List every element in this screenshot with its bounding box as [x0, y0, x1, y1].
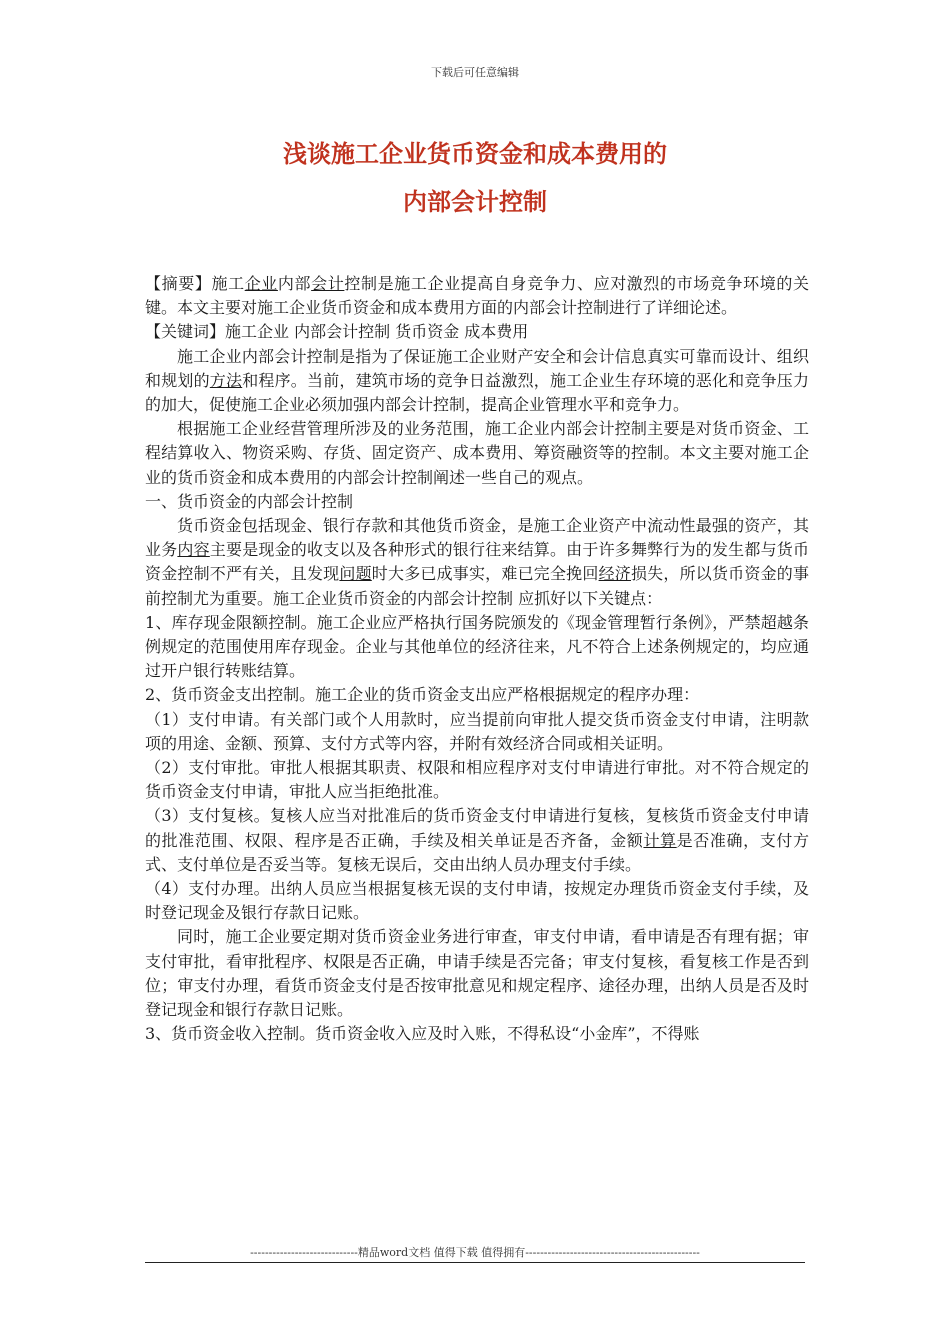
- abstract-label: 【摘要】: [145, 274, 212, 293]
- document-body: [145, 272, 809, 1047]
- sub-item-4: （4）支付办理。出纳人员应当根据复核无误的支付申请，按规定办理货币资金支付手续，及时登记现金及银行存款日记账。: [145, 879, 809, 923]
- section1-text: 损失，所以货币资金的事前控制尤为重要。施工企业货币资金的内部会计控制 应抓好以下关键点：: [145, 564, 809, 608]
- link-calculation[interactable]: 计算: [643, 830, 677, 850]
- link-enterprise[interactable]: 企业: [244, 274, 278, 293]
- abstract-text: 内部: [277, 274, 312, 293]
- sub-item-1: （1）支付申请。有关部门或个人用款时，应当提前向审批人提交货币资金支付申请，注明款项的用途、金额、预算、支付方式等内容，并附有效经济合同或相关证明。: [145, 709, 809, 753]
- footer-text: -----------------------------精品word文档 值得下载 值得拥有-----------------------------------------------: [250, 1246, 700, 1259]
- section1-text: 货币资金包括现金、银行存款和其他货币资金，是施工企业资产中流动性最强的资产，其业务: [145, 516, 809, 560]
- intro-text: 和程序。当前，建筑市场的竞争日益激烈，施工企业生存环境的恶化和竞争压力的加大，促使施工企业必须加强内部会计控制，提高企业管理水平和竞争力。: [145, 370, 809, 415]
- link-method[interactable]: 方法: [209, 370, 243, 390]
- intro-text: 施工企业内部会计控制是指为了保证施工企业财产安全和会计信息真实可靠而设计、组织和规划的: [145, 346, 809, 390]
- abstract-text: 施工: [211, 274, 245, 293]
- list-item-1: 1、库存现金限额控制。施工企业应严格执行国务院颁发的《现金管理暂行条例》，严禁超越条例规定的范围使用库存现金。企业与其他单位的经济往来，凡不符合上述条例规定的，均应通过开户银行转账结算。: [145, 612, 809, 681]
- sub-item-2: （2）支付审批。审批人根据其职责、权限和相应程序对支付申请进行审批。对不符合规定的货币资金支付申请，审批人应当拒绝批准。: [145, 758, 809, 802]
- link-economy[interactable]: 经济: [598, 564, 631, 584]
- page-header: 下载后可任意编辑: [431, 66, 519, 79]
- keywords-text: 施工企业 内部会计控制 货币资金 成本费用: [225, 322, 529, 342]
- intro-paragraph-2: 根据施工企业经营管理所涉及的业务范围，施工企业内部会计控制主要是对货币资金、工程结算收入、物资采购、存货、固定资产、成本费用、筹资融资等的控制。本文主要对施工企业的货币资金和成本费用的内部会计控制阐述一些自己的观点。: [145, 419, 809, 487]
- keywords-label: 【关键词】: [145, 322, 226, 342]
- footer-rule: [145, 1262, 805, 1263]
- section1-paragraph: [145, 514, 809, 611]
- abstract-text: 控制是施工企业提高自身竞争力、应对激烈的市场竞争环境的关键。本文主要对施工企业货币资金和成本费用方面的内部会计控制进行了详细论述。: [145, 274, 809, 318]
- link-problem[interactable]: 问题: [339, 564, 372, 584]
- sub-item-3: [145, 804, 809, 877]
- abstract-paragraph: [145, 272, 809, 320]
- title-line-2: 内部会计控制: [403, 188, 547, 216]
- list-item-3: 3、货币资金收入控制。货币资金收入应及时入账，不得私设“小金库”，不得账: [145, 1024, 700, 1044]
- section-heading-1: 一、货币资金的内部会计控制: [145, 491, 354, 511]
- link-content[interactable]: 内容: [177, 540, 210, 560]
- sub-item-3-text: 是否准确，支付方式、支付单位是否妥当等。复核无误后，交由出纳人员办理支付手续。: [145, 830, 809, 874]
- link-accounting[interactable]: 会计: [311, 274, 345, 293]
- intro-paragraph-1: [145, 345, 809, 418]
- list-item-2: 2、货币资金支出控制。施工企业的货币资金支出应严格根据规定的程序办理：: [145, 685, 700, 705]
- sub-item-3-text: （3）支付复核。复核人应当对批准后的货币资金支付申请进行复核，复核货币资金支付申请的批准范围、权限、程序是否正确，手续及相关单证是否齐备，金额: [145, 806, 809, 850]
- section1-text: 时大多已成事实，难已完全挽回: [371, 564, 599, 584]
- section1-text: 主要是现金的收支以及各种形式的银行往来结算。由于许多舞弊行为的发生都与货币资金控制不严有关，且发现: [145, 540, 809, 584]
- title-line-1: 浅谈施工企业货币资金和成本费用的: [283, 140, 667, 168]
- keywords-paragraph: [145, 320, 809, 344]
- review-paragraph: 同时，施工企业要定期对货币资金业务进行审查，审支付申请，看申请是否有理有据；审支付审批，看审批程序、权限是否正确，申请手续是否完备；审支付复核，看复核工作是否到位；审支付办理，看货币资金支付是否按审批意见和规定程序、途径办理，出纳人员是否及时登记现金和银行存款日记账。: [145, 927, 809, 1020]
